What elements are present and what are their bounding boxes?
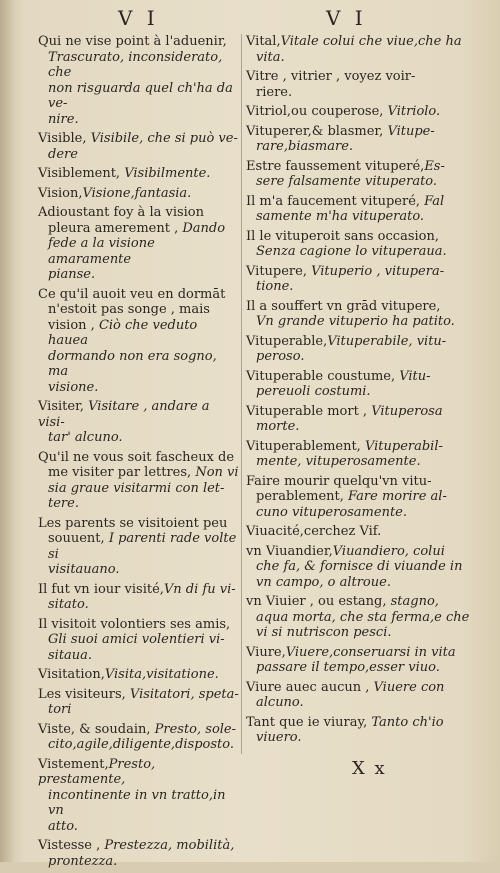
entry-line [246, 279, 474, 295]
entry-line [38, 50, 240, 81]
dictionary-entry [38, 399, 240, 446]
french-text: Estre faussement vituperé, [246, 158, 425, 174]
entry-line [38, 112, 240, 128]
italian-text: Dando [182, 220, 226, 236]
dictionary-entry [246, 264, 474, 295]
french-text: Vistesse , [38, 838, 105, 853]
entry-line [246, 680, 474, 696]
entry-line [38, 854, 240, 870]
entry-line [38, 481, 240, 497]
italian-text: Vituperabil- [364, 438, 443, 454]
running-header [0, 6, 500, 32]
french-text: Vistement, [38, 756, 109, 772]
italian-text: rare,biasmare. [256, 139, 354, 154]
french-text: Viure, [246, 644, 286, 660]
italian-text: pianse. [48, 267, 96, 282]
dictionary-entry [38, 287, 240, 396]
entry-line [38, 516, 240, 532]
entry-line [38, 687, 240, 703]
dictionary-entry [38, 205, 240, 283]
entry-line [38, 380, 240, 396]
french-text: Adioustant foy à la vision [38, 205, 205, 220]
entry-line [246, 594, 474, 610]
entry-line [246, 544, 474, 560]
book-spine-shadow [0, 0, 14, 862]
italian-text: Es- [424, 158, 445, 174]
italian-text: Visita,visitatione. [104, 667, 219, 682]
french-text: Il fut vn iour visité, [38, 581, 164, 597]
entry-line [38, 597, 240, 613]
italian-text: sitaua. [48, 647, 93, 663]
french-text: Faire mourir quelqu'vn vitu- [246, 473, 432, 489]
italian-text: che fa, & fornisce di viuande in [256, 559, 463, 574]
french-text: Il m'a faucement vituperé, [246, 193, 425, 209]
entry-line [246, 194, 474, 210]
italian-text: tori [48, 702, 72, 717]
entry-line [246, 610, 474, 626]
entry-line [38, 267, 240, 283]
italian-text: Visitare , andare a visi- [38, 399, 214, 430]
entry-line [38, 838, 240, 854]
entry-line [246, 85, 474, 101]
entry-line [246, 104, 474, 120]
italian-text: Vituperosa [371, 403, 443, 419]
italian-text: Visibile, che si può ve- [90, 131, 238, 146]
french-text: Vituperer,& blasmer, [246, 123, 388, 139]
entry-line [246, 730, 474, 746]
italian-text: nire. [48, 111, 79, 127]
italian-text: pereuoli costumi. [256, 384, 371, 399]
entry-line [38, 531, 240, 562]
header-left: V I [118, 6, 159, 30]
entry-line [38, 737, 240, 753]
italian-text: passare il tempo,esser viuo. [256, 660, 440, 675]
column-divider [241, 34, 242, 754]
entry-line [38, 632, 240, 648]
italian-text: visione. [48, 379, 99, 395]
french-text: Viuacité,cerchez Vif. [246, 524, 382, 539]
entry-line [38, 702, 240, 718]
entry-line [38, 722, 240, 738]
entry-line [38, 582, 240, 598]
french-text: Vituperable coustume, [246, 368, 400, 384]
dictionary-entry [38, 838, 240, 869]
italian-text: Fare morire al- [348, 489, 447, 504]
french-text: pleura amerement , [48, 220, 183, 236]
italian-text: vi si nutriscon pesci. [256, 625, 392, 640]
header-right: V I [326, 6, 367, 30]
french-text: Qu'il ne vous soit fascheux de [38, 449, 235, 465]
entry-line [246, 69, 474, 85]
french-text: Vitre , vitrier , voyez voir- [246, 69, 416, 84]
french-text: Les visiteurs, [38, 686, 130, 702]
italian-text: Tanto ch'io [371, 714, 444, 730]
italian-text: Non vi [195, 465, 239, 480]
italian-text: incontinente in vn tratto,in vn [48, 787, 230, 818]
italian-text: tere. [48, 496, 79, 511]
dictionary-entry [246, 69, 474, 100]
entry-line [246, 575, 474, 591]
italian-text: Viuere con [373, 679, 445, 695]
entry-line [38, 147, 240, 163]
entry-line [246, 209, 474, 225]
french-text: Qui ne vise point à l'aduenir, [38, 34, 231, 49]
entry-line [38, 465, 240, 481]
italian-text: sitato. [48, 597, 89, 612]
entry-line [246, 559, 474, 575]
entry-line [246, 384, 474, 400]
entry-line [246, 505, 474, 521]
italian-text: Vituperio , vitupera- [311, 263, 445, 279]
dictionary-entry [246, 544, 474, 591]
french-text: Il le vituperoit sans occasion, [246, 228, 439, 244]
french-text: Les parents se visitoient peu [38, 515, 228, 531]
italian-text: Vitu- [399, 368, 431, 384]
dictionary-entry [246, 34, 474, 65]
italian-text: dormando non era sogno, ma [48, 348, 221, 379]
dictionary-entry [38, 722, 240, 753]
entry-line [38, 318, 240, 349]
entry-line [246, 50, 474, 66]
italian-text: Trascurato, inconsiderato, che [48, 49, 227, 80]
entry-line [246, 314, 474, 330]
italian-text: dere [48, 146, 78, 162]
entry-line [38, 617, 240, 633]
french-text: perablement, [256, 489, 349, 504]
entry-line [246, 369, 474, 385]
italian-text: Vitale colui che viue,che ha [280, 34, 462, 49]
dictionary-entry [38, 687, 240, 718]
dictionary-entry [246, 334, 474, 365]
dictionary-entry [246, 299, 474, 330]
italian-text: Vn di fu vi- [163, 581, 236, 597]
entry-line [246, 439, 474, 455]
french-text: Il visitoit volontiers ses amis, [38, 616, 231, 632]
italian-text: aqua morta, che sta ferma,e che [256, 609, 470, 625]
italian-text: Presto, prestamente, [38, 756, 160, 787]
dictionary-entry [246, 680, 474, 711]
french-text: Il a souffert vn grād vitupere, [246, 298, 441, 314]
dictionary-entry [38, 582, 240, 613]
italian-text: Visione,fantasia. [82, 185, 192, 201]
french-text: me visiter par lettres, [48, 465, 196, 480]
french-text: Viste, & soudain, [38, 721, 155, 737]
dictionary-entry [38, 617, 240, 664]
italian-text: Ciò che veduto hauea [48, 317, 202, 348]
entry-line [38, 131, 240, 147]
italian-text: Vitriolo. [387, 104, 441, 119]
entry-line [38, 186, 240, 202]
entry-line [246, 474, 474, 490]
french-text: Visible, [38, 131, 91, 146]
italian-text: Vituperabile, vitu- [327, 333, 447, 349]
italian-text: mente, vituperosamente. [256, 454, 421, 469]
entry-line [246, 124, 474, 140]
catchword: X x [352, 758, 387, 779]
entry-line [246, 299, 474, 315]
italian-text: tione. [256, 279, 294, 294]
italian-text: morte. [256, 419, 300, 434]
entry-line [38, 648, 240, 664]
dictionary-entry [38, 516, 240, 578]
italian-text: vita. [256, 49, 285, 65]
italian-text: viuero. [256, 730, 302, 745]
dictionary-entry [38, 166, 240, 182]
dictionary-entry [246, 124, 474, 155]
entry-line [38, 430, 240, 446]
italian-text: samente m'ha vituperato. [256, 209, 425, 224]
entry-line [246, 244, 474, 260]
dictionary-entry [38, 450, 240, 512]
entry-line [246, 454, 474, 470]
entry-line [38, 450, 240, 466]
italian-text: prontezza. [48, 853, 118, 869]
entry-line [38, 496, 240, 512]
french-text: Tant que ie viuray, [246, 714, 372, 730]
italian-text: I parenti rade volte si [48, 531, 241, 562]
dictionary-entry [246, 369, 474, 400]
entry-line [246, 229, 474, 245]
entry-line [246, 419, 474, 435]
entry-line [38, 205, 240, 221]
entry-line [38, 221, 240, 237]
dictionary-entry [38, 131, 240, 162]
entry-line [38, 667, 240, 683]
french-text: Vitriol,ou couperose, [246, 104, 388, 119]
dictionary-entry [246, 194, 474, 225]
dictionary-entry [246, 404, 474, 435]
entry-line [246, 489, 474, 505]
entry-line [246, 645, 474, 661]
italian-text: sia graue visitarmi con let- [48, 480, 225, 496]
entry-line [246, 264, 474, 280]
french-text: Vision, [38, 185, 83, 201]
dictionary-entry [246, 645, 474, 676]
french-text: Vituperable, [246, 333, 328, 349]
italian-text: alcuno. [256, 695, 304, 710]
entry-line [38, 81, 240, 112]
italian-text: Vitupe- [387, 123, 435, 139]
entry-line [38, 287, 240, 303]
french-text: vn Viuandier, [246, 543, 333, 559]
italian-text: sere falsamente vituperato. [256, 174, 438, 189]
italian-text: fede a la visione amaramente [48, 236, 159, 267]
dictionary-entry [38, 667, 240, 683]
italian-text: cito,agile,diligente,disposto. [48, 737, 234, 752]
entry-line [246, 34, 474, 50]
italian-text: Presto, sole- [154, 721, 237, 737]
italian-text: Viuandiero, colui [332, 543, 445, 559]
french-text: Vituperable mort , [246, 403, 372, 419]
italian-text: Senza cagione lo vituperaua. [256, 244, 447, 259]
dictionary-entry [246, 474, 474, 521]
entry-line [38, 399, 240, 430]
dictionary-entry [246, 715, 474, 746]
entry-line [246, 715, 474, 731]
italian-text: vn campo, o altroue. [256, 574, 391, 590]
dictionary-entry [246, 594, 474, 641]
italian-text: Fal [424, 193, 445, 209]
dictionary-entry [38, 757, 240, 835]
entry-line [38, 562, 240, 578]
entry-line [246, 660, 474, 676]
french-text: Ce qu'il auoit veu en dormāt [38, 286, 226, 302]
entry-line [246, 159, 474, 175]
entry-line [246, 695, 474, 711]
entry-line [246, 404, 474, 420]
entry-line [38, 788, 240, 819]
entry-line [38, 34, 240, 50]
italian-text: Prestezza, mobilità, [104, 838, 235, 853]
entry-line [38, 236, 240, 267]
entry-line [246, 174, 474, 190]
entry-line [246, 139, 474, 155]
left-column [38, 34, 240, 873]
italian-text: Vn grande vituperio ha patito. [256, 314, 455, 329]
italian-text: Visitatori, speta- [129, 686, 239, 702]
entry-line [38, 819, 240, 835]
dictionary-entry [38, 186, 240, 202]
italian-text: non risguarda quel ch'ha da ve- [48, 80, 237, 111]
entry-line [38, 757, 240, 788]
dictionary-entry [246, 524, 474, 540]
entry-line [246, 524, 474, 540]
french-text: Vital, [246, 34, 281, 49]
italian-text: Viuere,conseruarsi in vita [285, 644, 456, 660]
italian-text: atto. [48, 818, 78, 834]
italian-text: stagno, [390, 594, 439, 609]
dictionary-entry [246, 104, 474, 120]
entry-line [38, 166, 240, 182]
entry-line [246, 334, 474, 350]
french-text: Viure auec aucun , [246, 679, 374, 695]
french-text: Visiblement, [38, 166, 125, 181]
dictionary-entry [246, 229, 474, 260]
dictionary-entry [38, 34, 240, 127]
french-text: n'estoit pas songe , mais [48, 302, 210, 317]
dictionary-entry [246, 439, 474, 470]
french-text: Visiter, [38, 399, 89, 414]
italian-text: tar' alcuno. [48, 430, 123, 445]
dictionary-entry [246, 159, 474, 190]
italian-text: Gli suoi amici volentieri vi- [48, 632, 225, 647]
italian-text: peroso. [256, 349, 305, 364]
french-text: vision , [48, 317, 99, 333]
italian-text: visitauano. [48, 562, 120, 577]
italian-text: cuno vituperosamente. [256, 504, 408, 520]
french-text: vn Viuier , ou estang, [246, 594, 391, 609]
italian-text: Visibilmente. [124, 166, 211, 181]
entry-line [246, 349, 474, 365]
entry-line [246, 625, 474, 641]
french-text: Vituperablement, [246, 438, 365, 454]
entry-line [38, 302, 240, 318]
french-text: Visitation, [38, 667, 105, 682]
french-text: souuent, [48, 531, 109, 546]
french-text: Vitupere, [246, 263, 312, 279]
french-text: riere. [256, 84, 293, 100]
right-column [246, 34, 474, 750]
entry-line [38, 349, 240, 380]
